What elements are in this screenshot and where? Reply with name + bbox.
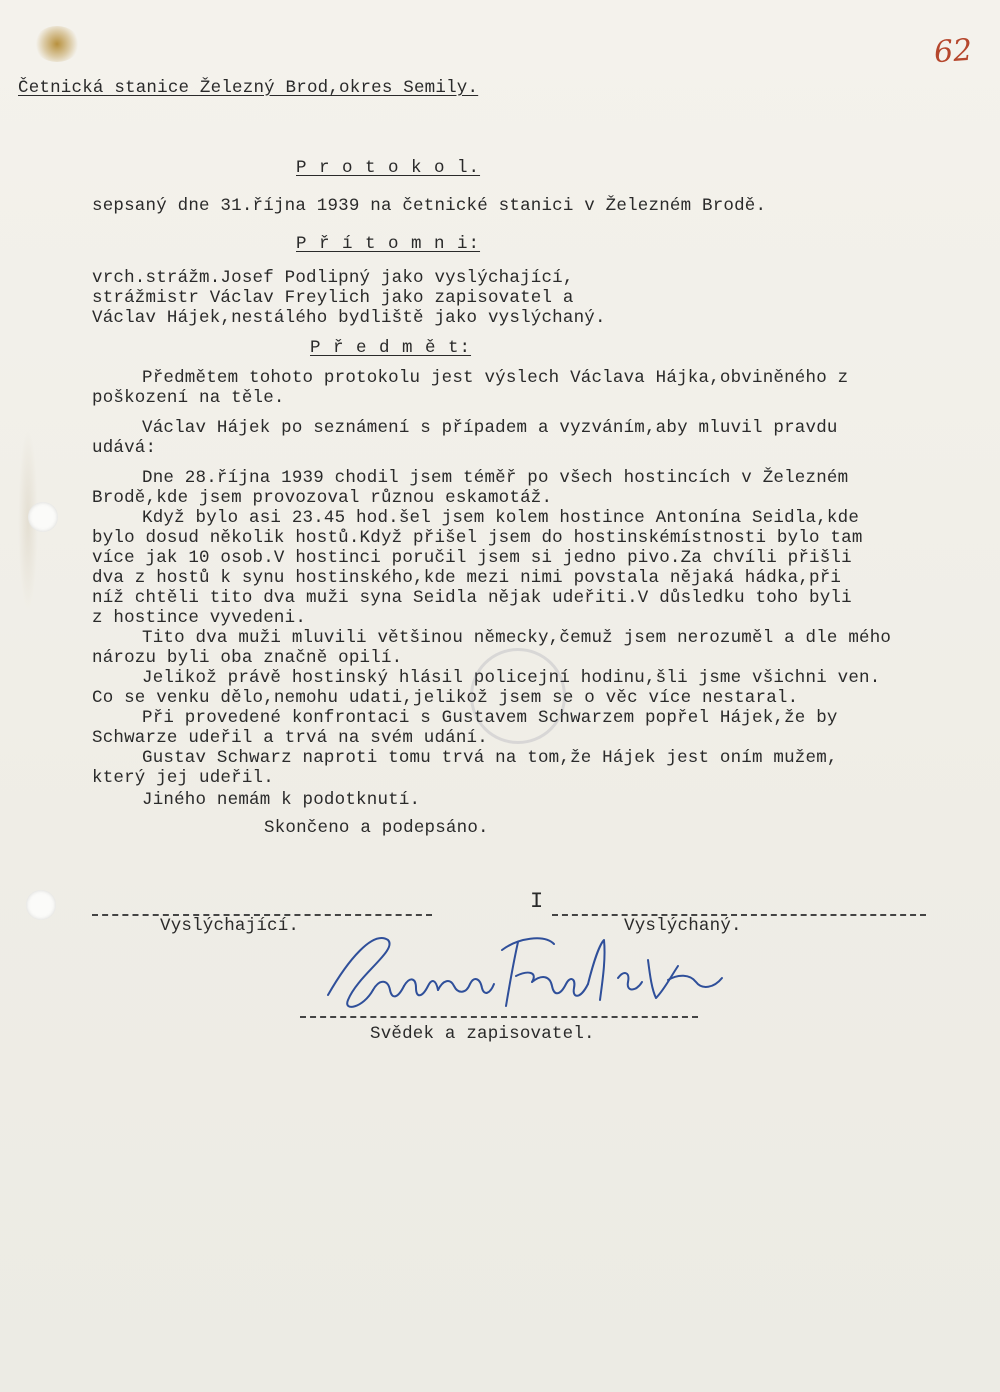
body-line: Brodě,kde jsem provozoval různou eskamotáž. — [92, 488, 553, 508]
body-line: udává: — [92, 438, 157, 458]
document-title: P r o t o k o l. — [296, 158, 481, 178]
body-line: Co se venku dělo,nemohu udati,jelikož jsem se o věc více nestaral. — [92, 688, 799, 708]
body-line: níž chtěli tito dva muži syna Seidla nějak udeřiti.V důsledku toho byli — [92, 588, 852, 608]
faint-stamp — [470, 648, 566, 744]
punch-hole-top — [28, 502, 58, 532]
present-heading: P ř í t o m n i: — [296, 234, 481, 254]
body-line: Dne 28.října 1939 chodil jsem téměř po všech hostincích v Železném — [142, 468, 849, 488]
body-line: Tito dva muži mluvili většinou německy,čemuž jsem nerozuměl a dle mého — [142, 628, 892, 648]
closing-line: Skončeno a podepsáno. — [264, 818, 489, 838]
present-line: vrch.strážm.Josef Podlipný jako vyslýchající, — [92, 268, 574, 288]
body-line: Když bylo asi 23.45 hod.šel jsem kolem hostince Antonína Seidla,kde — [142, 508, 860, 528]
body-line: Předmětem tohoto protokolu jest výslech Václava Hájka,obviněného z — [142, 368, 849, 388]
witness-label: Svědek a zapisovatel. — [370, 1024, 595, 1044]
witness-signature — [318, 920, 738, 1020]
station-header: Četnická stanice Železný Brod,okres Semily. — [18, 78, 479, 98]
defendant-mark: I — [530, 889, 544, 914]
document-subtitle: sepsaný dne 31.října 1939 na četnické stanici v Železném Brodě. — [92, 196, 767, 216]
body-line: bylo dosud několik hostů.Když přišel jsem do hostinskémístnosti bylo tam — [92, 528, 863, 548]
body-line: který jej udeřil. — [92, 768, 274, 788]
body-line: z hostince vyvedeni. — [92, 608, 307, 628]
interrogated-label: Vyslýchaný. — [624, 916, 742, 936]
punch-hole-bottom — [26, 890, 56, 920]
body-line: Václav Hájek po seznámení s případem a vyzváním,aby mluvil pravdu — [142, 418, 838, 438]
subject-heading: P ř e d m ě t: — [310, 338, 472, 358]
interrogator-label: Vyslýchající. — [160, 916, 300, 936]
body-line: poškození na těle. — [92, 388, 285, 408]
body-line: Schwarze udeřil a trvá na svém udání. — [92, 728, 488, 748]
body-line: Při provedené konfrontaci s Gustavem Schwarzem popřel Hájek,že by — [142, 708, 838, 728]
page-number: 62 — [932, 32, 974, 71]
body-line: Gustav Schwarz naproti tomu trvá na tom,že Hájek jest oním mužem, — [142, 748, 838, 768]
ink-stain — [34, 26, 80, 62]
body-line: nározu byli oba značně opilí. — [92, 648, 403, 668]
body-line: Jiného nemám k podotknutí. — [142, 790, 421, 810]
present-line: Václav Hájek,nestálého bydliště jako vyslýchaný. — [92, 308, 606, 328]
body-line: více jak 10 osob.V hostinci poručil jsem si jedno pivo.Za chvíli přišli — [92, 548, 852, 568]
body-line: dva z hostů k synu hostinského,kde mezi nimi povstala nějaká hádka,při — [92, 568, 842, 588]
body-line: Jelikož právě hostinský hlásil policejní hodinu,šli jsme všichni ven. — [142, 668, 881, 688]
signature-line-witness — [300, 1016, 698, 1018]
present-line: strážmistr Václav Freylich jako zapisovatel a — [92, 288, 574, 308]
